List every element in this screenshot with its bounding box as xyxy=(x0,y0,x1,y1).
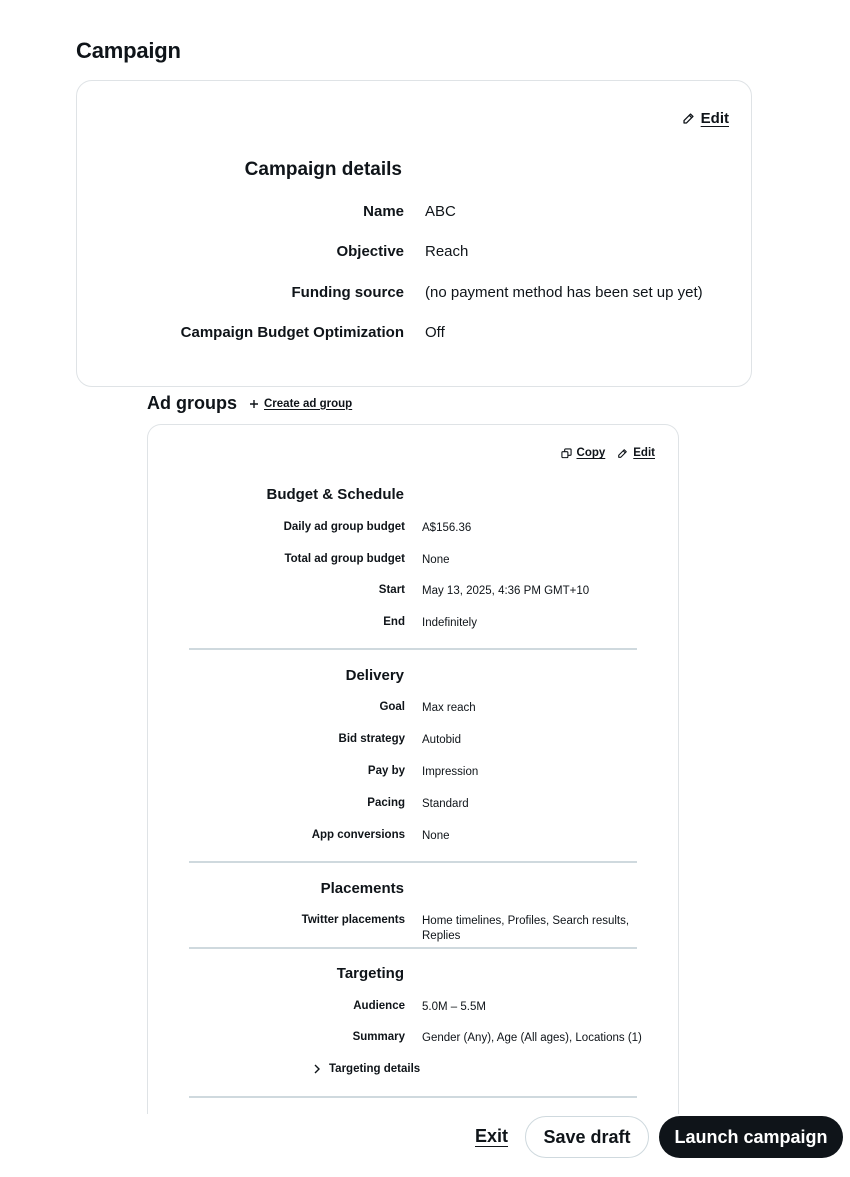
ad-group-copy-button[interactable] xyxy=(561,447,606,459)
row-key: Bid strategy xyxy=(338,733,405,745)
ad-group-actions xyxy=(561,447,655,459)
row-value: 5.0M – 5.5M xyxy=(422,1001,486,1013)
targeting-details-expander[interactable] xyxy=(313,1063,420,1075)
row-key: App conversions xyxy=(311,829,405,841)
row-key: Name xyxy=(363,203,404,220)
ad-groups-title: Ad groups xyxy=(147,393,237,413)
row-key: Twitter placements xyxy=(301,914,405,926)
row-key: Goal xyxy=(379,701,405,713)
campaign-row-objective xyxy=(77,243,751,260)
row-key: Total ad group budget xyxy=(284,553,405,565)
chevron-right-icon xyxy=(313,1064,321,1074)
row-value: ABC xyxy=(425,203,456,220)
section-divider xyxy=(189,1096,637,1098)
section-divider xyxy=(189,947,637,949)
row-value: Home timelines, Profiles, Search results, Replies xyxy=(422,915,630,942)
ad-group-row-start xyxy=(148,584,678,599)
row-value: Off xyxy=(425,324,445,341)
ad-group-row-end xyxy=(148,616,678,631)
targeting-title: Targeting xyxy=(336,965,404,982)
launch-campaign-button[interactable]: Launch campaign xyxy=(659,1116,843,1158)
section-divider xyxy=(189,648,637,650)
ad-group-edit-label: Edit xyxy=(633,447,655,459)
row-value: Autobid xyxy=(422,734,462,746)
campaign-edit-label: Edit xyxy=(700,110,729,127)
ad-group-card xyxy=(147,424,679,1114)
ad-group-row-goal xyxy=(148,701,678,716)
row-value: None xyxy=(422,554,450,566)
row-value: Reach xyxy=(425,243,469,260)
row-key: Pacing xyxy=(367,797,405,809)
ad-group-row-total-budget xyxy=(148,553,678,568)
campaign-details-card xyxy=(76,80,752,387)
campaign-row-budget-optimization xyxy=(77,324,751,341)
pencil-icon xyxy=(682,112,695,125)
plus-icon xyxy=(249,399,259,409)
campaign-row-funding-source xyxy=(77,284,751,301)
copy-icon xyxy=(561,448,572,459)
page-title: Campaign xyxy=(76,38,181,63)
row-value: Standard xyxy=(422,798,469,810)
campaign-edit-button[interactable] xyxy=(682,110,729,127)
row-key: Pay by xyxy=(367,765,405,777)
row-value: None xyxy=(422,830,450,842)
ad-group-row-twitter-placements xyxy=(148,914,678,943)
ad-group-row-daily-budget xyxy=(148,521,678,536)
save-draft-button[interactable]: Save draft xyxy=(525,1116,649,1158)
exit-button[interactable]: Exit xyxy=(475,1126,509,1146)
delivery-title: Delivery xyxy=(345,667,404,684)
pencil-icon xyxy=(617,448,628,459)
row-key: Audience xyxy=(353,1000,405,1012)
row-value: Impression xyxy=(422,766,479,778)
create-ad-group-label: Create ad group xyxy=(264,397,353,410)
ad-group-row-pay-by xyxy=(148,765,678,780)
row-value: A$156.36 xyxy=(422,522,472,534)
row-value: Max reach xyxy=(422,702,476,714)
targeting-details-label: Targeting details xyxy=(329,1063,421,1075)
row-key: Daily ad group budget xyxy=(283,521,405,533)
ad-group-row-audience xyxy=(148,1000,678,1015)
budget-schedule-title: Budget & Schedule xyxy=(266,486,404,503)
ad-group-row-app-conversions xyxy=(148,829,678,844)
campaign-row-name xyxy=(77,203,751,220)
row-value: Gender (Any), Age (All ages), Locations (1) xyxy=(422,1032,642,1044)
ad-group-row-pacing xyxy=(148,797,678,812)
row-value: (no payment method has been set up yet) xyxy=(425,284,703,301)
campaign-details-title: Campaign details xyxy=(244,159,402,180)
row-key: End xyxy=(383,616,405,628)
ad-group-row-bid-strategy xyxy=(148,733,678,748)
placements-title: Placements xyxy=(320,880,404,897)
row-key: Objective xyxy=(336,243,404,260)
row-key: Summary xyxy=(352,1031,405,1043)
row-key: Start xyxy=(378,584,405,596)
create-ad-group-button[interactable] xyxy=(249,398,352,410)
ad-group-copy-label: Copy xyxy=(576,447,606,459)
ad-group-edit-button[interactable] xyxy=(617,447,655,459)
ad-group-row-summary xyxy=(148,1031,678,1046)
row-key: Funding source xyxy=(291,284,404,301)
section-divider xyxy=(189,861,637,863)
row-value: Indefinitely xyxy=(422,617,477,629)
ad-groups-header xyxy=(147,393,352,414)
row-key: Campaign Budget Optimization xyxy=(180,324,404,341)
row-value: May 13, 2025, 4:36 PM GMT+10 xyxy=(422,585,590,597)
